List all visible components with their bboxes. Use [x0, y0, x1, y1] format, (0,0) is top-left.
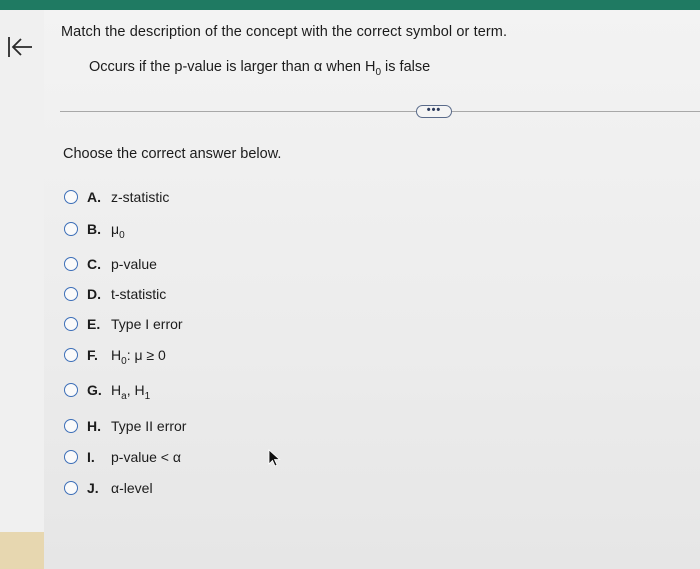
option-text — [111, 221, 125, 241]
top-bar — [0, 0, 700, 10]
question-statement — [89, 59, 431, 78]
radio-button[interactable] — [64, 481, 78, 495]
option-letter: E. — [87, 316, 101, 332]
option-b[interactable] — [64, 218, 125, 240]
statement-text-mid: when H — [322, 59, 376, 75]
h-symbol: H — [111, 382, 122, 398]
radio-button[interactable] — [64, 190, 78, 204]
option-letter: D. — [87, 286, 101, 302]
h-subscript-1: 1 — [144, 391, 151, 402]
left-strip-footer — [0, 532, 44, 569]
statement-text: Occurs if the p-value is larger than — [89, 59, 314, 75]
option-i[interactable] — [64, 446, 181, 468]
radio-button[interactable] — [64, 287, 78, 301]
option-letter: F. — [87, 347, 98, 363]
back-to-start-arrow-icon — [4, 34, 34, 60]
option-g[interactable] — [64, 379, 150, 401]
more-dots: ••• — [426, 103, 442, 116]
more-button[interactable] — [416, 105, 452, 118]
option-a[interactable] — [64, 186, 169, 208]
radio-button[interactable] — [64, 348, 78, 362]
option-letter: H. — [87, 418, 101, 434]
option-text: Type II error — [111, 418, 187, 434]
radio-button[interactable] — [64, 450, 78, 464]
h-subscript: 0 — [121, 356, 127, 367]
h-symbol: H — [111, 347, 122, 363]
instruction-text: Choose the correct answer below. — [63, 146, 282, 162]
option-text: α-level — [111, 480, 153, 496]
h-symbol-second: , H — [126, 382, 145, 398]
option-c[interactable] — [64, 253, 157, 275]
radio-button[interactable] — [64, 317, 78, 331]
mouse-pointer-icon — [268, 449, 282, 472]
option-text: t-statistic — [111, 286, 167, 302]
alpha-symbol: α — [313, 59, 323, 75]
radio-button[interactable] — [64, 257, 78, 271]
option-letter: I. — [87, 449, 95, 465]
radio-button[interactable] — [64, 419, 78, 433]
h-subscript-a: a — [121, 391, 127, 402]
divider — [60, 111, 700, 112]
mu-symbol: μ — [111, 221, 120, 237]
option-h[interactable] — [64, 415, 186, 437]
option-text: z-statistic — [111, 189, 170, 205]
hypothesis-rest: : μ ≥ 0 — [126, 347, 166, 363]
option-letter: G. — [87, 382, 102, 398]
option-e[interactable] — [64, 313, 183, 335]
option-text: Type I error — [111, 316, 183, 332]
option-letter: A. — [87, 189, 101, 205]
option-text — [111, 347, 166, 367]
left-strip — [0, 10, 44, 569]
option-text: p-value < α — [111, 449, 181, 465]
question-prompt: Match the description of the concept with the correct symbol or term. — [61, 24, 508, 40]
h-subscript: 0 — [375, 67, 382, 78]
back-to-start-button[interactable] — [4, 34, 34, 60]
radio-button[interactable] — [64, 222, 78, 236]
option-letter: C. — [87, 256, 101, 272]
mu-subscript: 0 — [119, 230, 125, 241]
option-d[interactable] — [64, 283, 166, 305]
option-j[interactable] — [64, 477, 153, 499]
option-text: p-value — [111, 256, 157, 272]
option-letter: J. — [87, 480, 99, 496]
option-f[interactable] — [64, 344, 166, 366]
statement-text-end: is false — [381, 59, 431, 75]
option-letter: B. — [87, 221, 101, 237]
radio-button[interactable] — [64, 383, 78, 397]
option-text — [111, 382, 151, 402]
